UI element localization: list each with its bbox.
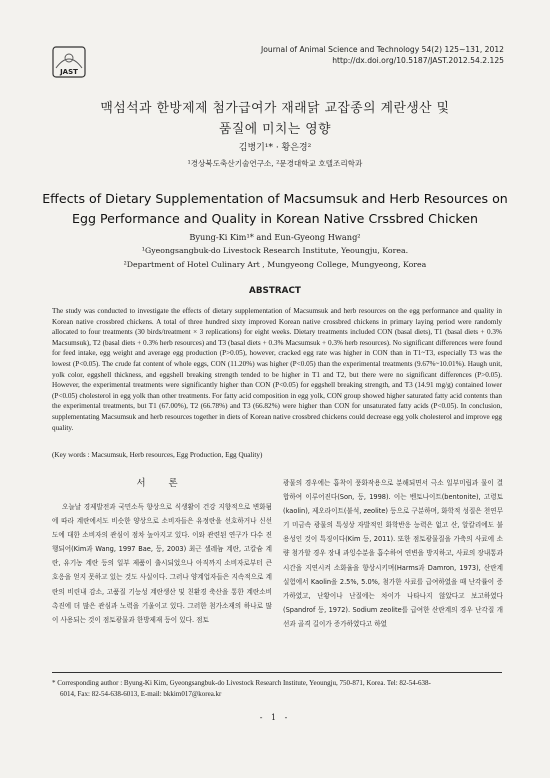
footnote-divider xyxy=(52,672,502,673)
section-heading-introduction: 서 론 xyxy=(136,478,188,489)
korean-affiliations: ¹경상북도축산기술연구소, ²문경대학교 호텔조리학과 xyxy=(187,159,363,168)
english-authors: Byung-Ki Kim¹* and Eun-Gyeong Hwang² xyxy=(189,232,361,242)
intro-paragraph-continued: 광물의 경우에는 흡착이 풍화작용으로 분해되면서 극소 일부미립과 물이 결합하여 이루어진다(Son, 등, 1998). 이는 벤토나이트(bentonite), 고령토(kaolin), 제오라이트(불석, zeolite) 등으로 구분하며, 화학적 성질은 천연무기 미금속 광물의 특성상 자발적인 화학반응 능력은 없고 산, 알칼리에도 불용성인 것이 특징이다(Kim 등, 2011). 또한 점토광물질을 가축의 사료에 소량 첨가할 경우 장내 과잉수분을 흡수하여 연변을 방지하고, 사료의 장내통과시간을 지연시켜 소화율을 향상시키며(Harms과 Damron, 1973), 산란계 실험에서 Kaolin을 2.5%, 5.0%, 첨가한 사료를 급여하였을 때 난각률이 증가하였고, 난황이나 난질에는 차이가 나타나지 않았다고 보고하였다(Spandrof 등, 1972). Sodium zeolite를 급여한 산란계의 경우 난각질 개선과 골격 길이가 증가하였다고 하였 xyxy=(283,479,503,628)
intro-left-column xyxy=(52,476,272,627)
svg-text:JAST: JAST xyxy=(60,68,78,76)
korean-authors: 김병기¹* · 황은경² xyxy=(238,143,312,153)
doi-link[interactable]: http://dx.doi.org/10.5187/JAST.2012.54.2.125 xyxy=(332,56,504,65)
keywords: (Key words : Macsumsuk, Herb resources, Egg Production, Egg Quality) xyxy=(52,451,263,459)
intro-right-column xyxy=(283,476,503,631)
english-affiliation-2: ²Department of Hotel Culinary Art , Mungyeong College, Mungyeong, Korea xyxy=(123,260,427,269)
journal-logo xyxy=(52,46,86,78)
korean-title: 맥섬석과 한방제제 첨가급여가 재래닭 교잡종의 계란생산 및 품질에 미치는 영향 xyxy=(100,101,450,137)
abstract-body: The study was conducted to investigate the effects of dietary supplementation of Macsumsuk and herb resources on the egg performance and quality in Korean native crossbred chickens. A total of three hundred sixty improved Korean native crossbred chickens in primary laying period were randomly allocated to four treatments (30 birds/treatment × 3 replications) for eight weeks. Dietary treatments included CON (basal diets), T1 (basal diets + 0.3% Macsumsuk), T2 (basal diets + 0.3% herb resources) and T3 (basal diets + 0.3% Macsumsuk + 0.3% herb resources). No significant differences were found for feed intake, egg weight and average egg production (P>0.05), however, cracked egg rate was higher in CON than in T1~T3, especially T3 was the lowest (P<0.05). The crude fat content of whole eggs, CON (11.20%) was higher (P<0.05) than the experimental treatments (9.67%~10.01%). Haugh unit, yolk color, eggshell thickness, and eggshell breaking strength tended to be higher in T1 and T2, but there were no significant differences (P>0.05). However, the experimental treatments were significantly higher than CON (P<0.05) for eggshell breaking strength, and T3 (14.91 mg/g) contained lower (P<0.05) cholesterol in egg yolk than other treatments. For fatty acid composition in egg yolk, CON group showed higher saturated fatty acid contents than the experimental treatments, but T1 (67.00%), T2 (66.78%) and T3 (66.82%) were higher than CON for unsaturated fatty acids (P<0.05). In conclusion, supplementating Macsumsuk and herb resources together in diets of Korean native crossbred chickens could decrease egg yolk cholesterol and improve egg quality. xyxy=(52,307,502,432)
english-affiliation-1: ¹Gyeongsangbuk-do Livestock Research Institute, Yeoungju, Korea. xyxy=(141,246,409,255)
corresponding-author-footnote: * Corresponding author : Byung-Ki Kim, Gyeongsangbuk-do Livestock Research Institute, Yeoungju, 750-871, Korea. Tel: 82-54-638- 6014, Fax: 82-54-638-6013, E-mail: bkkim017@korea.kr xyxy=(52,679,431,698)
jast-logo-icon xyxy=(52,46,86,78)
intro-paragraph: 오늘날 경제발전과 국민소득 향상으로 식생활이 건강 지향적으로 변화됨에 따라 계란에서도 비슷한 양상으로 소비자들은 유정란을 선호하거나 신선도에 대한 소비자의 관심이 점차 높아지고 있다. 이와 관련된 연구가 다수 진행되어(Kim과 Wang, 1997 Bae, 등, 2003) 최근 셀레늄 계란, 고칼슘 계란, 유기농 계란 등의 일부 제품이 출시되었으나 아직까지 소비자로부터 큰 호응을 얻지 못하고 있는 것도 사실이다. 그러나 양계업자들은 지속적으로 계란의 비린내 감소, 고품질 기능성 계란생산 및 친환경 축산을 통한 계란소비 촉진에 더 많은 관심과 노력을 기울이고 있다. 그러한 첨가소재의 하나로 많이 사용되는 것이 점토광물과 한방제재 등이 있다. 점토 xyxy=(52,503,272,624)
abstract-heading: ABSTRACT xyxy=(249,286,301,296)
page-number: - 1 - xyxy=(259,713,291,722)
journal-citation xyxy=(244,44,504,66)
english-title: Effects of Dietary Supplementation of Macsumsuk and Herb Resources on Egg Performance and Quality in Korean Native Crssbred Chicken xyxy=(42,191,508,226)
journal-line: Journal of Animal Science and Technology 54(2) 125~131, 2012 xyxy=(261,45,504,54)
